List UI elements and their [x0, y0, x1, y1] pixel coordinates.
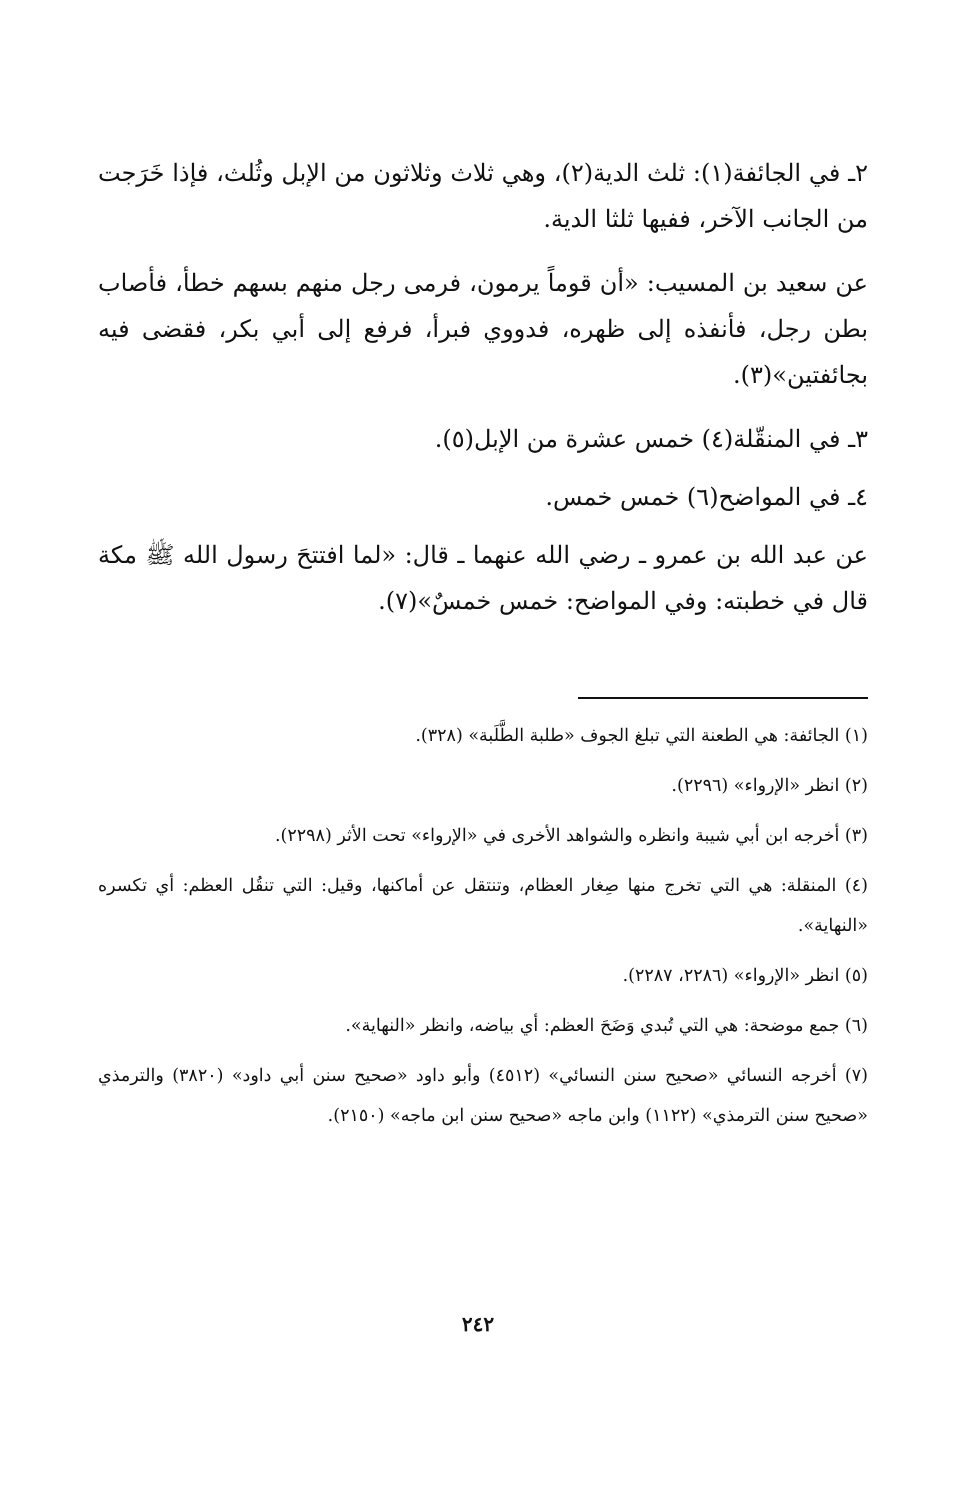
footnote-2: (٢) انظر «الإرواء» (٢٢٩٦).	[671, 776, 868, 796]
footnotes	[98, 716, 868, 1146]
footnote-4: (٤) المنقلة: هي التي تخرج منها صِغار العظام، وتنتقل عن أماكنها، وقيل: التي تنقُل العظم: أي تكسره «النهاية».	[98, 876, 868, 936]
page-number: ٢٤٢	[461, 1312, 495, 1336]
footnote-1: (١) الجائفة: هي الطعنة التي تبلغ الجوف «طلبة الطَّلَبة» (٣٢٨).	[415, 726, 868, 746]
footnote-6: (٦) جمع موضحة: هي التي تُبدي وَضَحَ العظم: أي بياضه، وانظر «النهاية».	[345, 1016, 868, 1036]
footnote-separator	[578, 697, 868, 699]
main-text	[98, 150, 868, 642]
paragraph-jaifa: ٢ـ في الجائفة(١): ثلث الدية(٢)، وهي ثلاث وثلاثون من الإبل وثُلث، فإذا خَرَجت من الجانب الآخر، ففيها ثلثا الدية.	[98, 159, 869, 233]
footnote-3: (٣) أخرجه ابن أبي شيبة وانظره والشواهد الأخرى في «الإرواء» تحت الأثر (٢٢٩٨).	[274, 826, 868, 846]
paragraph-abdullah-narration: عن عبد الله بن عمرو ـ رضي الله عنهما ـ قال: «لما افتتحَ رسول الله ﷺ مكة قال في خطبته: وفي المواضح: خمس خمسٌ»(٧).	[98, 541, 868, 615]
footnote-7: (٧) أخرجه النسائي «صحيح سنن النسائي» (٤٥١٢) وأبو داود «صحيح سنن أبي داود» (٣٨٢٠) والترمذي «صحيح سنن الترمذي» (١١٢٢) وابن ماجه «صحيح سنن ابن ماجه» (٢١٥٠).	[98, 1066, 868, 1126]
paragraph-said-narration: عن سعيد بن المسيب: «أن قوماً يرمون، فرمى رجل منهم بسهم خطأ، فأصاب بطن رجل، فأنفذه إلى ظهره، فدووي فبرأ، فرفع إلى أبي بكر، فقضى فيه بجائفتين»(٣).	[98, 269, 868, 389]
paragraph-mawadih: ٤ـ في المواضح(٦) خمس خمس.	[545, 483, 868, 511]
footnote-5: (٥) انظر «الإرواء» (٢٢٨٦، ٢٢٨٧).	[622, 966, 868, 986]
paragraph-munaqqila: ٣ـ في المنقّلة(٤) خمس عشرة من الإبل(٥).	[434, 425, 868, 453]
